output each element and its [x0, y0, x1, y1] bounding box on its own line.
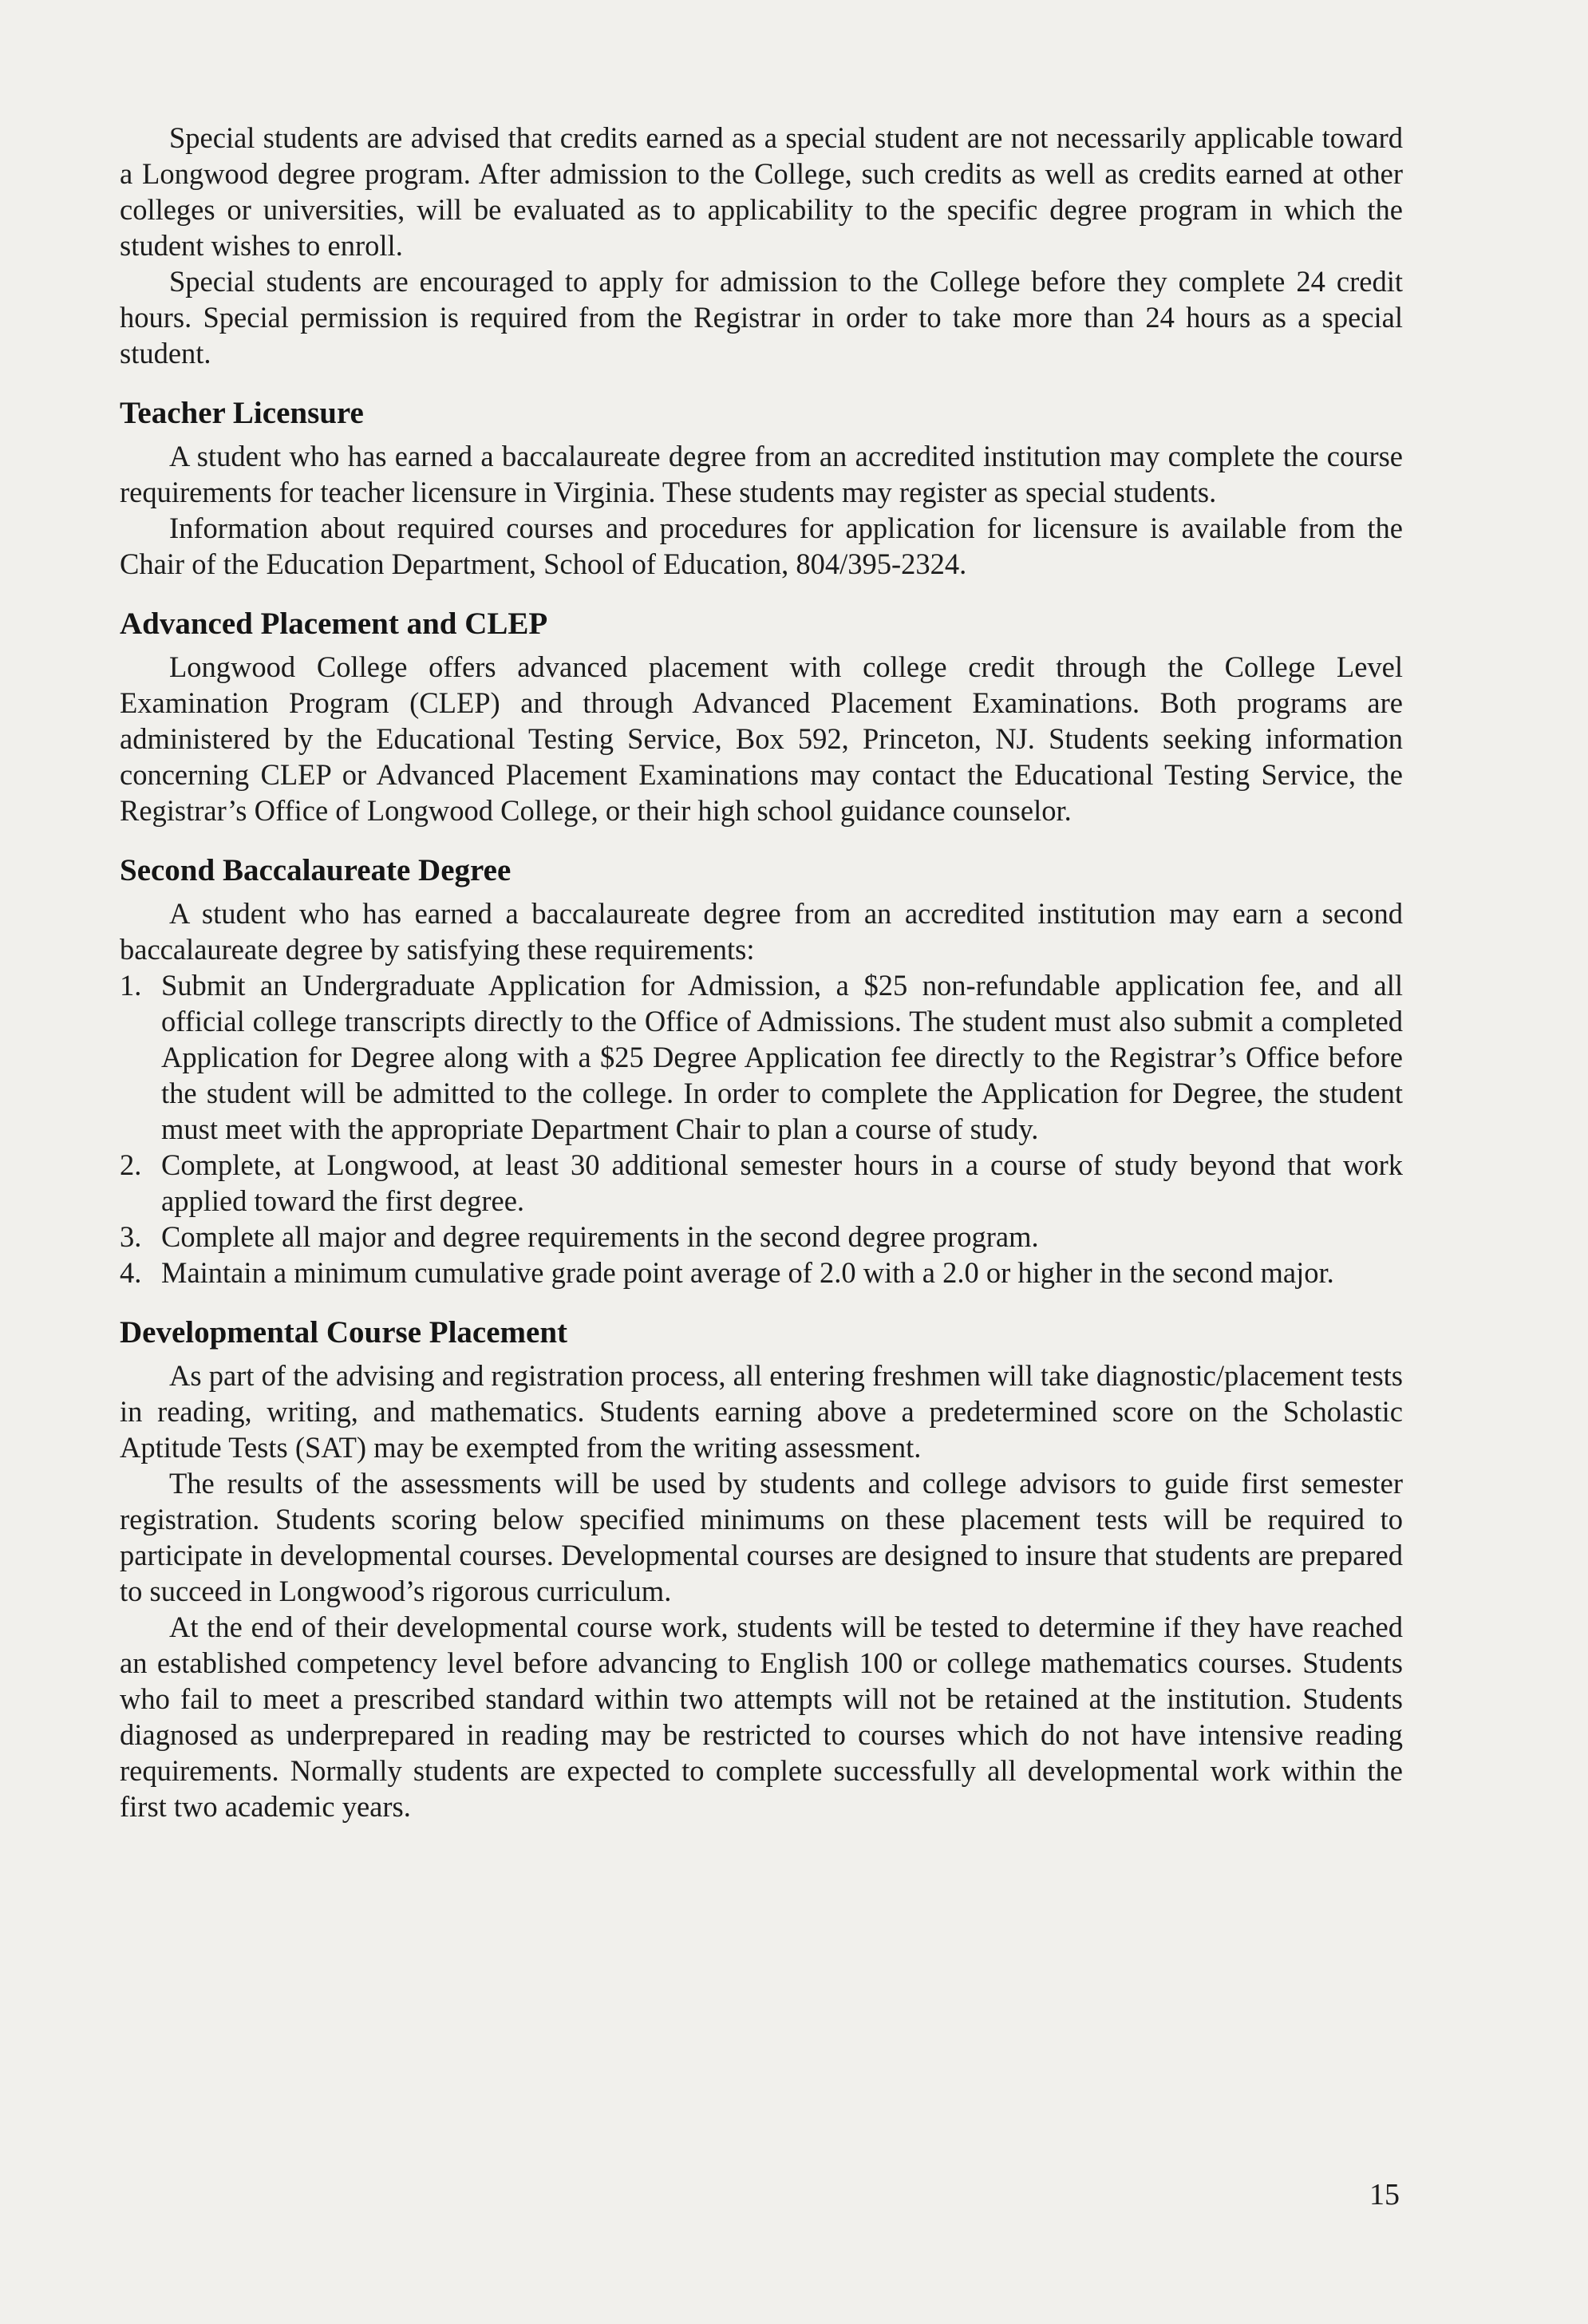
- list-item-text: Maintain a minimum cumulative grade point average of 2.0 with a 2.0 or higher in the second major.: [161, 1256, 1334, 1289]
- second-degree-section: [120, 851, 1403, 1290]
- paragraph: The results of the assessments will be used by students and college advisors to guide first semester registration. Students scoring below specified minimums on these placement tests will be required to participate in developmental courses. Developmental courses are designed to insure that students are prepared to succeed in Longwood’s rigorous curriculum.: [120, 1467, 1403, 1607]
- paragraph: Longwood College offers advanced placement with college credit through the College Level Examination Program (CLEP) and through Advanced Placement Examinations. Both programs are administered by the Educational Testing Service, Box 592, Princeton, NJ. Students seeking information concerning CLEP or Advanced Placement Examinations may contact the Educational Testing Service, the Registrar’s Office of Longwood College, or their high school guidance counselor.: [120, 650, 1403, 827]
- paragraph: Information about required courses and procedures for application for licensure is available from the Chair of the Education Department, School of Education, 804/395-2324.: [120, 512, 1403, 580]
- paragraph: Special students are encouraged to apply for admission to the College before they complete 24 credit hours. Special permission is required from the Registrar in order to take more than 24 hours as a special student.: [120, 265, 1403, 370]
- list-item: [120, 967, 1403, 1147]
- list-item: [120, 1219, 1403, 1255]
- page-number: 15: [1369, 2178, 1400, 2211]
- teacher-licensure-section: [120, 393, 1403, 582]
- section-heading: Developmental Course Placement: [120, 1315, 568, 1350]
- list-item: [120, 1255, 1403, 1290]
- developmental-section: [120, 1313, 1403, 1824]
- paragraph: Special students are advised that credits earned as a special student are not necessarily applicable toward a Longwood degree program. After admission to the College, such credits as well as credits earned at other colleges or universities, will be evaluated as to applicability to the specific degree program in which the student wishes to enroll.: [120, 121, 1403, 262]
- list-item-number: 3.: [120, 1220, 142, 1253]
- intro-section: [120, 120, 1403, 371]
- paragraph: A student who has earned a baccalaureate degree from an accredited institution may earn a second baccalaureate degree by satisfying these requirements:: [120, 897, 1403, 966]
- section-heading: Teacher Licensure: [120, 396, 364, 430]
- paragraph: As part of the advising and registration process, all entering freshmen will take diagnostic/placement tests in reading, writing, and mathematics. Students earning above a predetermined score on the Scholastic Aptitude Tests (SAT) may be exempted from the writing assessment.: [120, 1359, 1403, 1464]
- list-item-number: 2.: [120, 1148, 142, 1181]
- requirements-list: [120, 967, 1403, 1290]
- advanced-placement-section: [120, 604, 1403, 828]
- list-item-text: Complete, at Longwood, at least 30 additional semester hours in a course of study beyond that work applied toward the first degree.: [161, 1148, 1403, 1217]
- list-item-text: Complete all major and degree requirements in the second degree program.: [161, 1220, 1039, 1253]
- list-item-text: Submit an Undergraduate Application for Admission, a $25 non-refundable application fee, and all official college transcripts directly to the Office of Admissions. The student must also submit a completed Application for Degree along with a $25 Degree Application fee directly to the Registrar’s Office before the student will be admitted to the college. In order to complete the Application for Degree, the student must meet with the appropriate Department Chair to plan a course of study.: [161, 969, 1403, 1145]
- list-item-number: 1.: [120, 969, 142, 1002]
- paragraph: A student who has earned a baccalaureate degree from an accredited institution may complete the course requirements for teacher licensure in Virginia. These students may register as special students.: [120, 440, 1403, 508]
- list-item-number: 4.: [120, 1256, 142, 1289]
- section-heading: Second Baccalaureate Degree: [120, 853, 512, 887]
- list-item: [120, 1147, 1403, 1219]
- paragraph: At the end of their developmental course work, students will be tested to determine if they have reached an established competency level before advancing to English 100 or college mathematics courses. Students who fail to meet a prescribed standard within two attempts will not be retained at the institution. Students diagnosed as underprepared in reading may be restricted to courses which do not have intensive reading requirements. Normally students are expected to complete successfully all developmental work within the first two academic years.: [120, 1611, 1403, 1823]
- document-page: [120, 120, 1403, 1824]
- section-heading: Advanced Placement and CLEP: [120, 607, 548, 641]
